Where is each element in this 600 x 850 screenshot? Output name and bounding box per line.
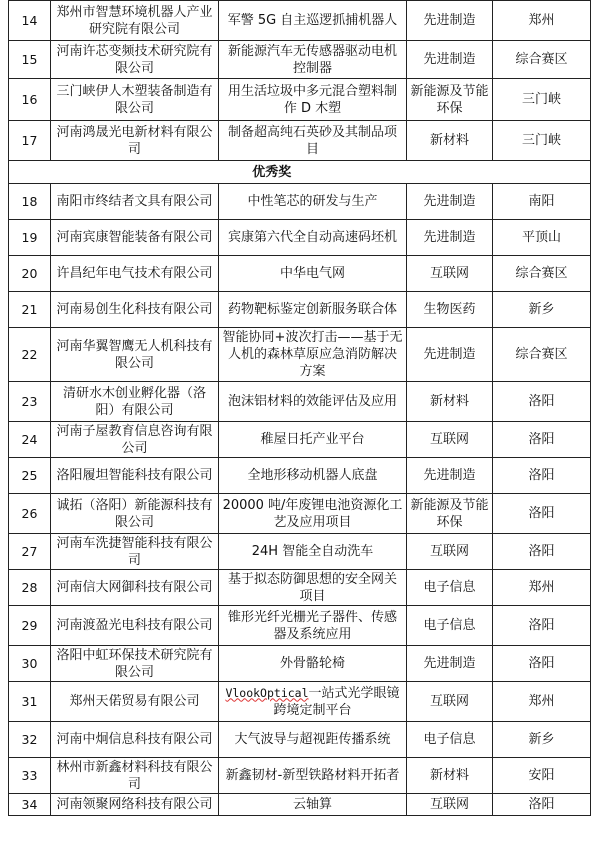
row-number: 20 xyxy=(9,256,51,292)
project-name: 20000 吨/年废锂电池资源化工艺及应用项目 xyxy=(219,494,407,534)
row-number: 26 xyxy=(9,494,51,534)
region: 洛阳 xyxy=(493,458,591,494)
region: 综合赛区 xyxy=(493,328,591,382)
project-name: 锥形光纤光栅光子器件、传感器及系统应用 xyxy=(219,606,407,646)
row-number: 15 xyxy=(9,41,51,79)
company-name: 清研水木创业孵化器（洛阳）有限公司 xyxy=(51,382,219,422)
row-number: 21 xyxy=(9,292,51,328)
table-row xyxy=(9,292,591,328)
table-row xyxy=(9,534,591,570)
field-category: 新能源及节能环保 xyxy=(407,79,493,121)
region: 平顶山 xyxy=(493,220,591,256)
region: 综合赛区 xyxy=(493,41,591,79)
region: 洛阳 xyxy=(493,422,591,458)
table-row xyxy=(9,1,591,41)
company-name: 河南华翼智鹰无人机科技有限公司 xyxy=(51,328,219,382)
field-category: 电子信息 xyxy=(407,722,493,758)
field-category: 先进制造 xyxy=(407,220,493,256)
field-category: 先进制造 xyxy=(407,458,493,494)
project-name: 用生活垃圾中多元混合塑料制作 D 木塑 xyxy=(219,79,407,121)
company-name: 河南车洗捷智能科技有限公司 xyxy=(51,534,219,570)
project-name: 外骨骼轮椅 xyxy=(219,646,407,682)
table-row xyxy=(9,422,591,458)
field-category: 新材料 xyxy=(407,382,493,422)
table-body-bottom xyxy=(9,184,591,816)
project-name: 大气波导与超视距传播系统 xyxy=(219,722,407,758)
company-name: 河南子屋教育信息咨询有限公司 xyxy=(51,422,219,458)
project-name: 宾康第六代全自动高速码坯机 xyxy=(219,220,407,256)
row-number: 34 xyxy=(9,794,51,816)
region: 综合赛区 xyxy=(493,256,591,292)
section-header-row xyxy=(9,161,591,184)
region: 洛阳 xyxy=(493,606,591,646)
table-row xyxy=(9,458,591,494)
project-name: 云轴算 xyxy=(219,794,407,816)
company-name: 三门峡伊人木塑装备制造有限公司 xyxy=(51,79,219,121)
company-name: 诚拓（洛阳）新能源科技有限公司 xyxy=(51,494,219,534)
table-row xyxy=(9,494,591,534)
section-spacer xyxy=(9,161,51,184)
row-number: 22 xyxy=(9,328,51,382)
project-prefix: VlookOptical xyxy=(225,685,309,700)
company-name: 洛阳中虹环保技术研究院有限公司 xyxy=(51,646,219,682)
table-row xyxy=(9,79,591,121)
project-name: 24H 智能全自动洗车 xyxy=(219,534,407,570)
row-number: 25 xyxy=(9,458,51,494)
row-number: 28 xyxy=(9,570,51,606)
table-row xyxy=(9,646,591,682)
award-table xyxy=(8,0,591,816)
field-category: 生物医药 xyxy=(407,292,493,328)
field-category: 先进制造 xyxy=(407,41,493,79)
region: 郑州 xyxy=(493,682,591,722)
table-row xyxy=(9,794,591,816)
row-number: 14 xyxy=(9,1,51,41)
field-category: 先进制造 xyxy=(407,646,493,682)
row-number: 24 xyxy=(9,422,51,458)
project-name: 新鑫韧材-新型铁路材料开拓者 xyxy=(219,758,407,794)
field-category: 互联网 xyxy=(407,256,493,292)
field-category: 新材料 xyxy=(407,121,493,161)
row-number: 16 xyxy=(9,79,51,121)
row-number: 31 xyxy=(9,682,51,722)
company-name: 河南易创生化科技有限公司 xyxy=(51,292,219,328)
field-category: 互联网 xyxy=(407,794,493,816)
table-row xyxy=(9,682,591,722)
company-name: 河南信大网御科技有限公司 xyxy=(51,570,219,606)
table-row xyxy=(9,382,591,422)
company-name: 郑州天偌贸易有限公司 xyxy=(51,682,219,722)
row-number: 30 xyxy=(9,646,51,682)
field-category: 先进制造 xyxy=(407,1,493,41)
company-name: 河南宾康智能装备有限公司 xyxy=(51,220,219,256)
table-row xyxy=(9,256,591,292)
table-row xyxy=(9,121,591,161)
field-category: 新材料 xyxy=(407,758,493,794)
company-name: 南阳市终结者文具有限公司 xyxy=(51,184,219,220)
project-name: 智能协同+波次打击——基于无人机的森林草原应急消防解决方案 xyxy=(219,328,407,382)
region: 洛阳 xyxy=(493,534,591,570)
table-row xyxy=(9,758,591,794)
table-row xyxy=(9,722,591,758)
company-name: 河南鸿晟光电新材料有限公司 xyxy=(51,121,219,161)
region: 新乡 xyxy=(493,292,591,328)
company-name: 洛阳履坦智能科技有限公司 xyxy=(51,458,219,494)
company-name: 河南许芯变频技术研究院有限公司 xyxy=(51,41,219,79)
region: 三门峡 xyxy=(493,79,591,121)
region: 郑州 xyxy=(493,570,591,606)
row-number: 23 xyxy=(9,382,51,422)
table-body-top xyxy=(9,1,591,161)
table-row xyxy=(9,328,591,382)
region: 洛阳 xyxy=(493,646,591,682)
project-name: 制备超高纯石英砂及其制品项目 xyxy=(219,121,407,161)
field-category: 新能源及节能环保 xyxy=(407,494,493,534)
company-name: 林州市新鑫材料科技有限公司 xyxy=(51,758,219,794)
region: 新乡 xyxy=(493,722,591,758)
project-name xyxy=(219,682,407,722)
field-category: 互联网 xyxy=(407,682,493,722)
field-category: 电子信息 xyxy=(407,606,493,646)
company-name: 河南中炯信息科技有限公司 xyxy=(51,722,219,758)
project-name: 药物靶标鉴定创新服务联合体 xyxy=(219,292,407,328)
region: 三门峡 xyxy=(493,121,591,161)
project-name: 新能源汽车无传感器驱动电机控制器 xyxy=(219,41,407,79)
row-number: 17 xyxy=(9,121,51,161)
company-name: 郑州市智慧环境机器人产业研究院有限公司 xyxy=(51,1,219,41)
project-name: 基于拟态防御思想的安全网关项目 xyxy=(219,570,407,606)
region: 南阳 xyxy=(493,184,591,220)
table-row xyxy=(9,220,591,256)
project-name: 泡沫铝材料的效能评估及应用 xyxy=(219,382,407,422)
award-list-document xyxy=(8,0,590,816)
region: 洛阳 xyxy=(493,794,591,816)
project-name: 军警 5G 自主巡逻抓捕机器人 xyxy=(219,1,407,41)
project-name: 中性笔芯的研发与生产 xyxy=(219,184,407,220)
region: 洛阳 xyxy=(493,382,591,422)
row-number: 27 xyxy=(9,534,51,570)
row-number: 32 xyxy=(9,722,51,758)
field-category: 电子信息 xyxy=(407,570,493,606)
project-name: 稚屋日托产业平台 xyxy=(219,422,407,458)
table-row xyxy=(9,41,591,79)
section-title: 优秀奖 xyxy=(51,161,591,184)
row-number: 18 xyxy=(9,184,51,220)
project-name: 中华电气网 xyxy=(219,256,407,292)
project-text: 一站式光学眼镜跨境定制平台 xyxy=(273,685,400,718)
field-category: 互联网 xyxy=(407,422,493,458)
company-name: 河南渡盈光电科技有限公司 xyxy=(51,606,219,646)
field-category: 先进制造 xyxy=(407,328,493,382)
row-number: 19 xyxy=(9,220,51,256)
row-number: 29 xyxy=(9,606,51,646)
region: 郑州 xyxy=(493,1,591,41)
company-name: 许昌纪年电气技术有限公司 xyxy=(51,256,219,292)
region: 洛阳 xyxy=(493,494,591,534)
table-row xyxy=(9,184,591,220)
field-category: 先进制造 xyxy=(407,184,493,220)
field-category: 互联网 xyxy=(407,534,493,570)
project-name: 全地形移动机器人底盘 xyxy=(219,458,407,494)
row-number: 33 xyxy=(9,758,51,794)
section-header-body xyxy=(9,161,591,184)
region: 安阳 xyxy=(493,758,591,794)
company-name: 河南领聚网络科技有限公司 xyxy=(51,794,219,816)
table-row xyxy=(9,570,591,606)
table-row xyxy=(9,606,591,646)
